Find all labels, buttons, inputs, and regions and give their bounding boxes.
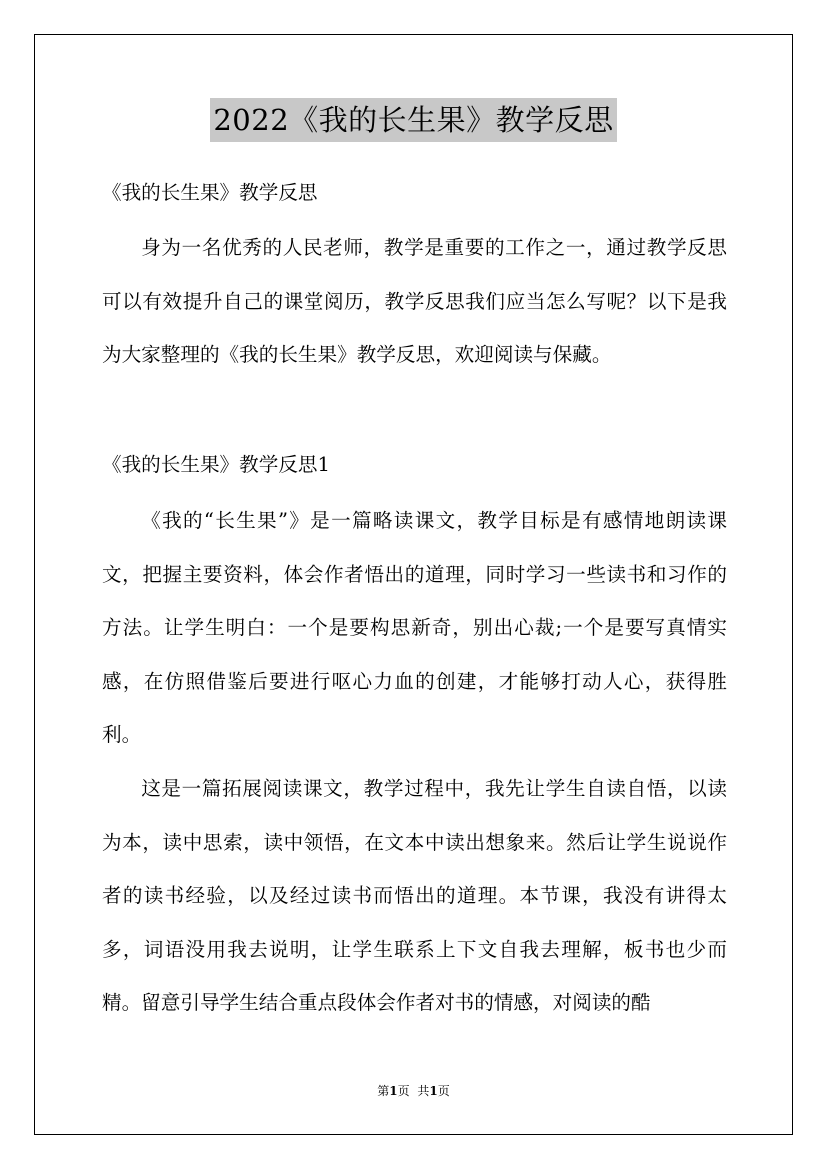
section-heading: 《我的长生果》教学反思1 — [102, 453, 330, 476]
document-subtitle: 《我的长生果》教学反思 — [102, 181, 318, 204]
title-container — [0, 98, 827, 142]
footer-total-suffix: 页 — [437, 1084, 450, 1098]
page-footer — [0, 1083, 827, 1099]
body-paragraph-1: 《我的“长生果”》是一篇略读课文，教学目标是有感情地朗读课文，把握主要资料，体会作者悟出的道理，同时学习一些读书和习作的方法。让学生明白：一个是要构思新奇，别出心裁;一个是要写真情实感，在仿照借鉴后要进行呕心力血的创建，才能够打动人心，获得胜利。 — [102, 509, 727, 746]
footer-page-number: 1 — [389, 1084, 398, 1098]
intro-paragraph: 身为一名优秀的人民老师，教学是重要的工作之一，通过教学反思可以有效提升自己的课堂阅历，教学反思我们应当怎么写呢？以下是我为大家整理的《我的长生果》教学反思，欢迎阅读与保藏。 — [102, 236, 727, 366]
footer-total-prefix: 共 — [417, 1084, 430, 1098]
footer-page-prefix: 第 — [377, 1084, 390, 1098]
footer-total-number: 1 — [429, 1084, 438, 1098]
document-title: 2022《我的长生果》教学反思 — [210, 98, 616, 142]
body-paragraph-2: 这是一篇拓展阅读课文，教学过程中，我先让学生自读自悟，以读为本，读中思索，读中领悟，在文本中读出想象来。然后让学生说说作者的读书经验，以及经过读书而悟出的道理。本节课，我没有讲得太多，词语没用我去说明，让学生联系上下文自我去理解，板书也少而精。留意引导学生结合重点段体会作者对书的情感，对阅读的酷 — [102, 777, 727, 1014]
footer-page-suffix: 页 — [397, 1084, 410, 1098]
